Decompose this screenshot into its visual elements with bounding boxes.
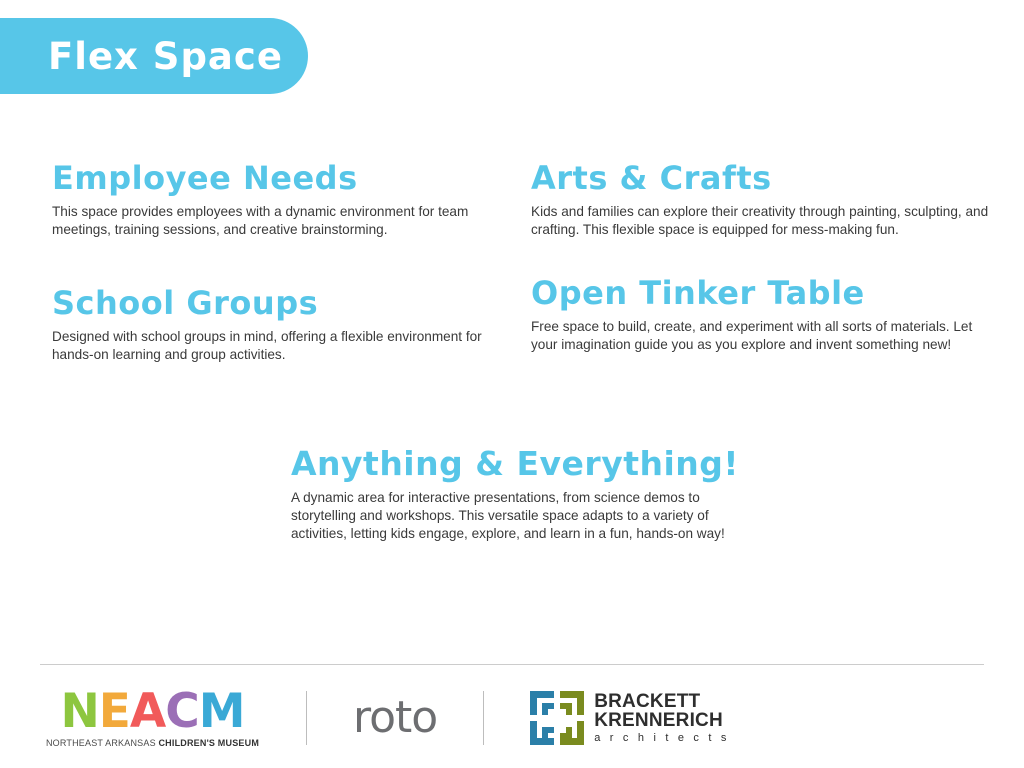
brackett-mark-icon — [530, 691, 584, 745]
neacm-letter-c: C — [165, 684, 199, 739]
neacm-wordmark — [45, 684, 260, 739]
roto-logo: roto — [353, 692, 438, 743]
right-column — [531, 160, 991, 354]
section-employee-needs — [52, 160, 512, 239]
brackett-line-1: BRACKETT — [594, 691, 701, 713]
neacm-tagline — [45, 738, 260, 748]
footer-logos — [40, 678, 984, 758]
section-body: Designed with school groups in mind, offering a flexible environment for hands-on learning and group activities. — [52, 328, 482, 362]
section-body: Kids and families can explore their creativity through painting, sculpting, and crafting. This flexible space is equipped for mess-making fun. — [531, 203, 989, 237]
section-title: Employee Needs — [52, 159, 358, 197]
neacm-tagline-light: NORTHEAST ARKANSAS — [45, 738, 159, 748]
section-body: A dynamic area for interactive presentations, from science demos to storytelling and workshops. This versatile space adapts to a variety of activities, letting kids engage, explore, and learn in a fun, hands-on way! — [291, 489, 725, 542]
brackett-krennerich-logo — [530, 691, 729, 745]
section-school-groups — [52, 285, 512, 364]
footer-divider-2 — [483, 691, 484, 745]
brackett-line-2: KRENNERICH — [594, 710, 723, 732]
section-anything-and-everything — [291, 445, 761, 543]
header-banner — [0, 18, 308, 94]
section-title: School Groups — [52, 283, 319, 322]
section-open-tinker-table — [531, 275, 991, 354]
page-title: Flex Space — [48, 34, 283, 78]
neacm-letter-n: N — [60, 684, 99, 739]
left-column — [52, 160, 512, 364]
neacm-letter-a: A — [129, 684, 166, 739]
neacm-letter-m: M — [198, 684, 245, 739]
brackett-line-3: a r c h i t e c t s — [594, 731, 730, 744]
footer-divider-rule — [40, 664, 984, 665]
section-arts-and-crafts — [531, 160, 991, 239]
neacm-letter-e: E — [98, 684, 130, 739]
brackett-wordmark — [594, 692, 729, 744]
section-title: Open Tinker Table — [531, 273, 865, 312]
section-body: Free space to build, create, and experiment with all sorts of materials. Let your imagination guide you as you explore and invent something new! — [531, 318, 973, 352]
section-title: Anything & Everything! — [291, 444, 739, 483]
section-title: Arts & Crafts — [531, 159, 772, 197]
neacm-tagline-bold: CHILDREN'S MUSEUM — [158, 738, 260, 748]
footer-divider-1 — [306, 691, 307, 745]
neacm-logo — [45, 684, 260, 748]
section-body: This space provides employees with a dynamic environment for team meetings, training sessions, and creative brainstorming. — [52, 203, 469, 237]
